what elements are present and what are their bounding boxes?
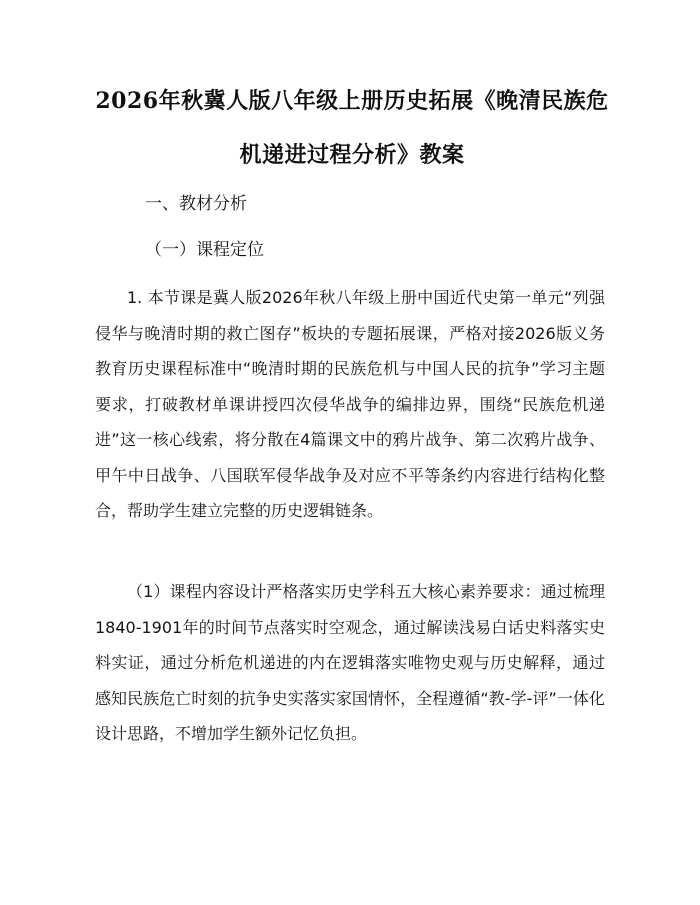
body-paragraph-1: 1. 本节课是冀人版2026年秋八年级上册中国近代史第一单元“列强侵华与晚清时期的救亡图存”板块的专题拓展课，严格对接2026版义务教育历史课程标准中“晚清时期的民族危机与中国人民的抗争”学习主题要求，打破教材单课讲授四次侵华战争的编排边界，围绕“民族危机递进”这一核心线索，将分散在4篇课文中的鸦片战争、第二次鸦片战争、甲午中日战争、八国联军侵华战争及对应不平等条约内容进行结构化整合，帮助学生建立完整的历史逻辑链条。 (95, 288, 605, 520)
subsection-heading: （一）课程定位 (145, 240, 264, 260)
document-title: 2026年秋冀人版八年级上册历史拓展《晚清民族危机递进过程分析》教案 (95, 88, 609, 168)
body-paragraph-2: （1）课程内容设计严格落实历史学科五大核心素养要求：通过梳理1840-1901年的时间节点落实时空观念，通过解读浅易白话史料落实史料实证，通过分析危机递进的内在逻辑落实唯物史观与历史解释，通过感知民族危亡时刻的抗争史实落实家国情怀，全程遵循“教-学-评”一体化设计思路，不增加学生额外记忆负担。 (95, 582, 605, 743)
section-heading: 一、教材分析 (145, 194, 247, 214)
